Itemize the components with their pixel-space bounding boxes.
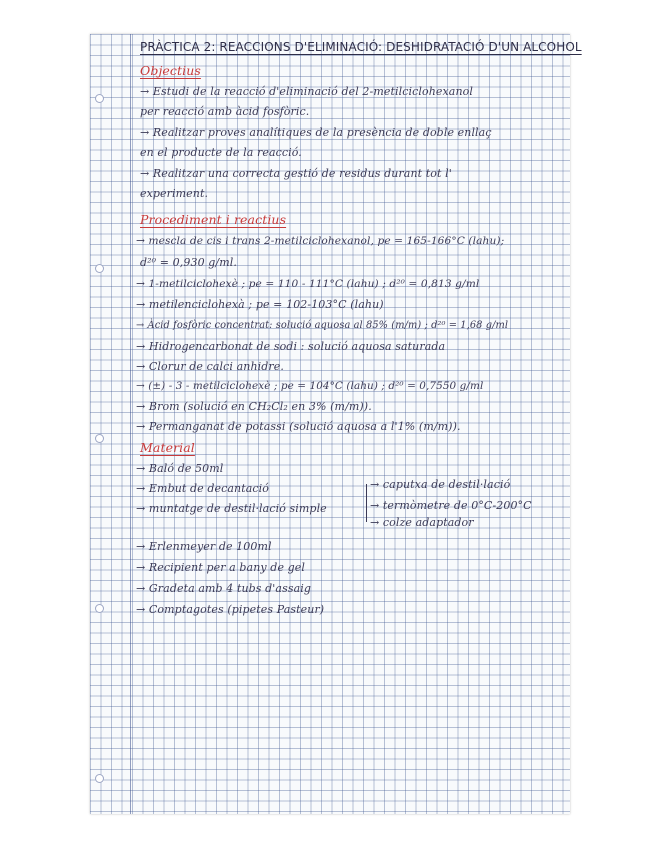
heading-material: Material	[140, 440, 195, 455]
procediment-line: → Clorur de calci anhidre.	[136, 360, 284, 373]
objectius-line: per reacció amb àcid fosfòric.	[140, 105, 310, 118]
procediment-line: → Brom (solució en CH₂Cl₂ en 3% (m/m)).	[136, 400, 372, 413]
objectius-line: experiment.	[140, 187, 209, 200]
procediment-line: → 1-metilciclohexè ; pe = 110 - 111°C (lahu) ; d²⁰ = 0,813 g/ml	[136, 278, 480, 290]
heading-objectius: Objectius	[140, 63, 201, 78]
procediment-line: → (±) - 3 - metilciclohexè ; pe = 104°C (lahu) ; d²⁰ = 0,7550 g/ml	[136, 380, 484, 392]
margin-line	[130, 34, 131, 814]
material-item: → Comptagotes (pipetes Pasteur)	[136, 603, 325, 616]
page-title: PRÀCTICA 2: REACCIONS D'ELIMINACIÓ: DESHIDRATACIÓ D'UN ALCOHOL	[140, 40, 582, 54]
material-subitem: → colze adaptador	[370, 516, 474, 529]
material-item: → Baló de 50ml	[136, 462, 224, 475]
procediment-line: → Àcid fosfòric concentrat: solució aquosa al 85% (m/m) ; d²⁰ = 1,68 g/ml	[136, 320, 509, 331]
material-item: → muntatge de destil·lació simple	[136, 502, 327, 515]
procediment-line: → Hidrogencarbonat de sodi : solució aquosa saturada	[136, 340, 446, 353]
procediment-line: d²⁰ = 0,930 g/ml.	[140, 256, 237, 269]
subitem-brace	[366, 484, 367, 522]
material-subitem: → caputxa de destil·lació	[370, 478, 511, 491]
material-subitem: → termòmetre de 0°C-200°C	[370, 499, 532, 512]
material-item: → Embut de decantació	[136, 482, 269, 495]
heading-procediment: Procediment i reactius	[140, 212, 287, 227]
objectius-line: → Estudi de la reacció d'eliminació del 2-metilciclohexanol	[140, 85, 473, 98]
objectius-line: → Realitzar una correcta gestió de residus durant tot l'	[140, 167, 452, 180]
objectius-line: → Realitzar proves analítiques de la presència de doble enllaç	[140, 126, 492, 139]
procediment-line: → mescla de cis i trans 2-metilciclohexanol, pe = 165-166°C (lahu);	[136, 235, 505, 247]
material-item: → Erlenmeyer de 100ml	[136, 540, 272, 553]
procediment-line: → Permanganat de potassi (solució aquosa a l'1% (m/m)).	[136, 420, 461, 433]
objectius-line: en el producte de la reacció.	[140, 146, 302, 159]
binder-holes	[95, 34, 105, 814]
material-item: → Recipient per a bany de gel	[136, 561, 306, 574]
material-item: → Gradeta amb 4 tubs d'assaig	[136, 582, 311, 595]
procediment-line: → metilenciclohexà ; pe = 102-103°C (lahu)	[136, 298, 384, 311]
